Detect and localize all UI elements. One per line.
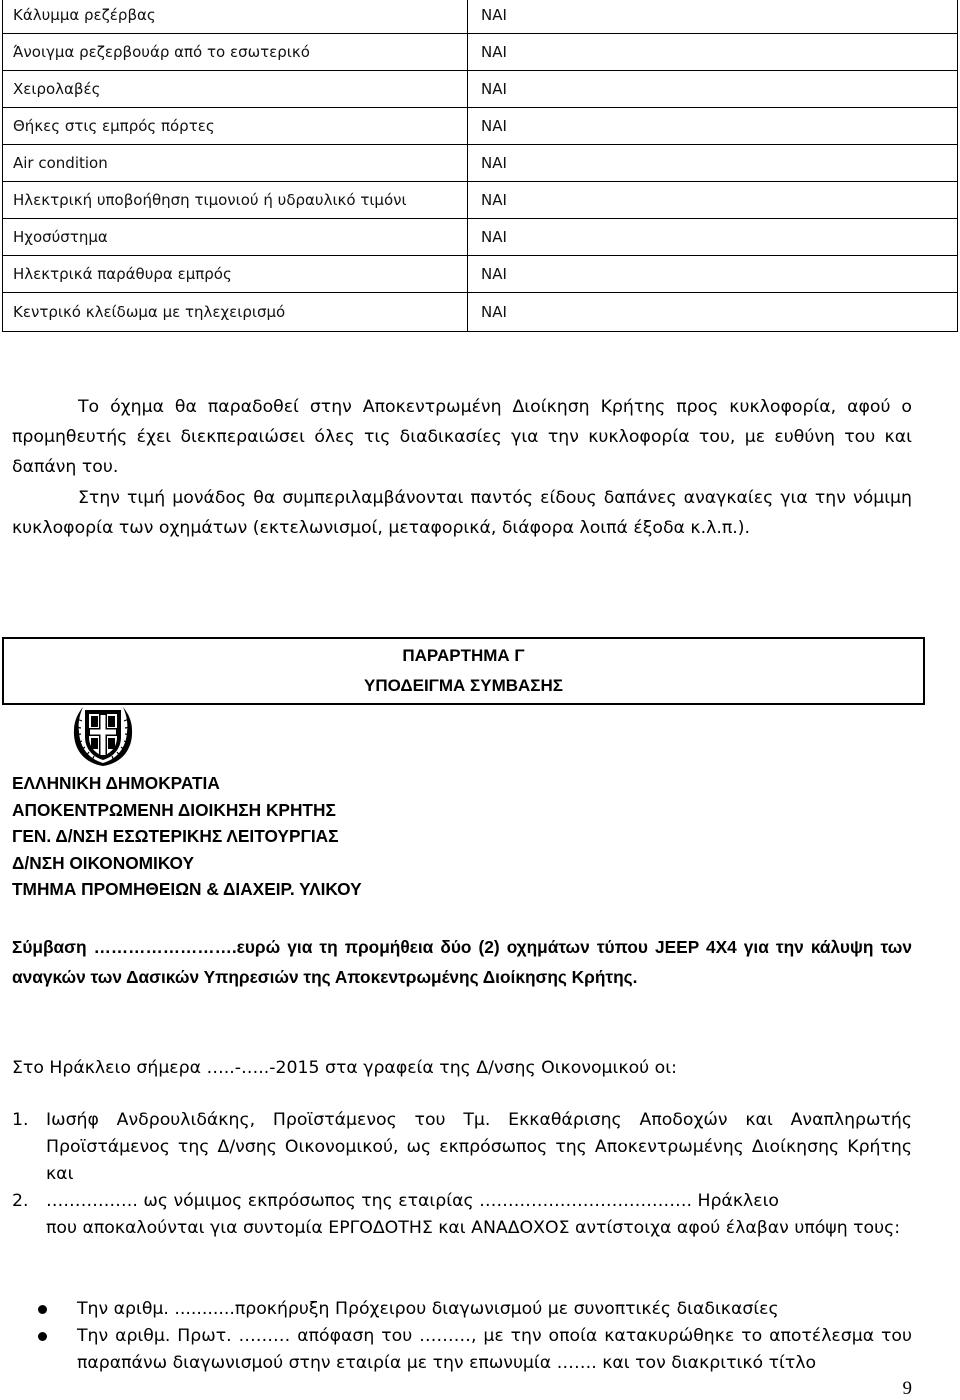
feature-cell: Ηλεκτρικά παράθυρα εμπρός xyxy=(3,256,468,293)
value-cell: ΝΑΙ xyxy=(468,256,958,293)
table-row xyxy=(3,108,958,145)
feature-cell: Θήκες στις εμπρός πόρτες xyxy=(3,108,468,145)
parties-list xyxy=(12,1107,912,1242)
page-number: 9 xyxy=(902,1378,912,1399)
considerations-list xyxy=(12,1296,912,1377)
value-cell: ΝΑΙ xyxy=(468,219,958,256)
feature-cell: Air condition xyxy=(3,145,468,182)
annex-box xyxy=(2,637,925,705)
list-item xyxy=(12,1323,912,1377)
value-cell: ΝΑΙ xyxy=(468,145,958,182)
table-row xyxy=(3,0,958,34)
price-paragraph: Στην τιμή μονάδος θα συμπεριλαμβάνονται παντός είδους δαπάνες αναγκαίες για την νόμιμη κυκλοφορία των οχημάτων (εκτελωνισμοί, μεταφορικά, διάφορα λοιπά έξοδα κ.λ.π.). xyxy=(12,488,912,538)
table-row xyxy=(3,293,958,332)
list-item-text: Την αριθμ. Πρωτ. ……… απόφαση του ………, με την οποία κατακυρώθηκε το αποτέλεσμα του παραπάνω διαγωνισμού στην εταιρία με την επωνυμία ……. και τον διακριτικό τίτλο xyxy=(77,1326,912,1373)
issuer-line: ΓΕΝ. Δ/ΝΣΗ ΕΣΩΤΕΡΙΚΗΣ ΛΕΙΤΟΥΡΓΙΑΣ xyxy=(12,826,339,846)
value-cell: ΝΑΙ xyxy=(468,182,958,219)
table-row xyxy=(3,219,958,256)
feature-cell: Κεντρικό κλείδωμα με τηλεχειρισμό xyxy=(3,293,468,332)
party-text: ……………. ως νόμιμος εκπρόσωπος της εταιρίας ………………………………. Ηράκλειο xyxy=(46,1191,779,1211)
delivery-paragraph: Το όχημα θα παραδοθεί στην Αποκεντρωμένη Διοίκηση Κρήτης προς κυκλοφορία, αφού ο προμηθευτής έχει διεκπεραιώσει όλες τις διαδικασίες για την κυκλοφορία του, με ευθύνη του και δαπάνη του. xyxy=(12,397,912,477)
feature-cell: Άνοιγμα ρεζερβουάρ από το εσωτερικό xyxy=(3,34,468,71)
issuer-block xyxy=(12,770,362,903)
issuer-line: ΕΛΛΗΝΙΚΗ ΔΗΜΟΚΡΑΤΙΑ xyxy=(12,773,220,793)
party-tail-text: που αποκαλούνται για συντομία ΕΡΓΟΔΟΤΗΣ και ΑΝΑΔΟΧΟΣ αντίστοιχα αφού έλαβαν υπόψη τους: xyxy=(46,1218,901,1238)
party-item xyxy=(12,1188,912,1242)
issuer-line: ΑΠΟΚΕΝΤΡΩΜΕΝΗ ΔΙΟΙΚΗΣΗ ΚΡΗΤΗΣ xyxy=(12,799,336,820)
value-cell: ΝΑΙ xyxy=(468,293,958,332)
table-row xyxy=(3,34,958,71)
greek-coat-of-arms-icon xyxy=(70,703,136,769)
table-row xyxy=(3,182,958,219)
specs-table xyxy=(2,0,958,332)
value-cell: ΝΑΙ xyxy=(468,34,958,71)
value-cell: ΝΑΙ xyxy=(468,71,958,108)
contract-title: Σύμβαση …………………….ευρώ για τη προμήθεια δύο (2) οχημάτων τύπου JEEP 4X4 για την κάλυψη των αναγκών των Δασικών Υπηρεσιών της Αποκεντρωμένης Διοίκησης Κρήτης. xyxy=(12,937,912,987)
feature-cell: Ηλεκτρική υποβοήθηση τιμονιού ή υδραυλικό τιμόνι xyxy=(3,182,468,219)
feature-cell: Ηχοσύστημα xyxy=(3,219,468,256)
feature-cell: Κάλυμμα ρεζέρβας xyxy=(3,0,468,34)
list-item-text: Την αριθμ. ...........προκήρυξη Πρόχειρου διαγωνισμού με συνοπτικές διαδικασίες xyxy=(77,1299,779,1319)
bullet-icon xyxy=(38,1305,47,1314)
party-text: Ιωσήφ Ανδρουλιδάκης, Προϊστάμενος του Τμ. Εκκαθάρισης Αποδοχών και Αναπληρωτής Προϊστάμενος της Δ/νσης Οικονομικού, ως εκπρόσωπος της Αποκεντρωμένης Διοίκησης Κρήτης και xyxy=(46,1110,912,1184)
table-row xyxy=(3,145,958,182)
party-item xyxy=(12,1107,912,1188)
party-number: 2. xyxy=(12,1191,29,1211)
issuer-line: ΤΜΗΜΑ ΠΡΟΜΗΘΕΙΩΝ & ΔΙΑΧΕΙΡ. ΥΛΙΚΟΥ xyxy=(12,879,362,899)
table-row xyxy=(3,71,958,108)
place-date-line: Στο Ηράκλειο σήμερα …..-…..-2015 στα γραφεία της Δ/νσης Οικονομικού οι: xyxy=(12,1058,677,1078)
table-row xyxy=(3,256,958,293)
feature-cell: Χειρολαβές xyxy=(3,71,468,108)
value-cell: ΝΑΙ xyxy=(468,0,958,34)
bullet-icon xyxy=(38,1332,47,1341)
issuer-line: Δ/ΝΣΗ ΟΙΚΟΝΟΜΙΚΟΥ xyxy=(12,852,195,873)
list-item xyxy=(12,1296,912,1323)
party-number: 1. xyxy=(12,1110,29,1130)
annex-subtitle: ΥΠΟΔΕΙΓΜΑ ΣΥΜΒΑΣΗΣ xyxy=(364,676,563,695)
value-cell: ΝΑΙ xyxy=(468,108,958,145)
annex-title: ΠΑΡΑΡΤΗΜΑ Γ xyxy=(402,646,525,665)
